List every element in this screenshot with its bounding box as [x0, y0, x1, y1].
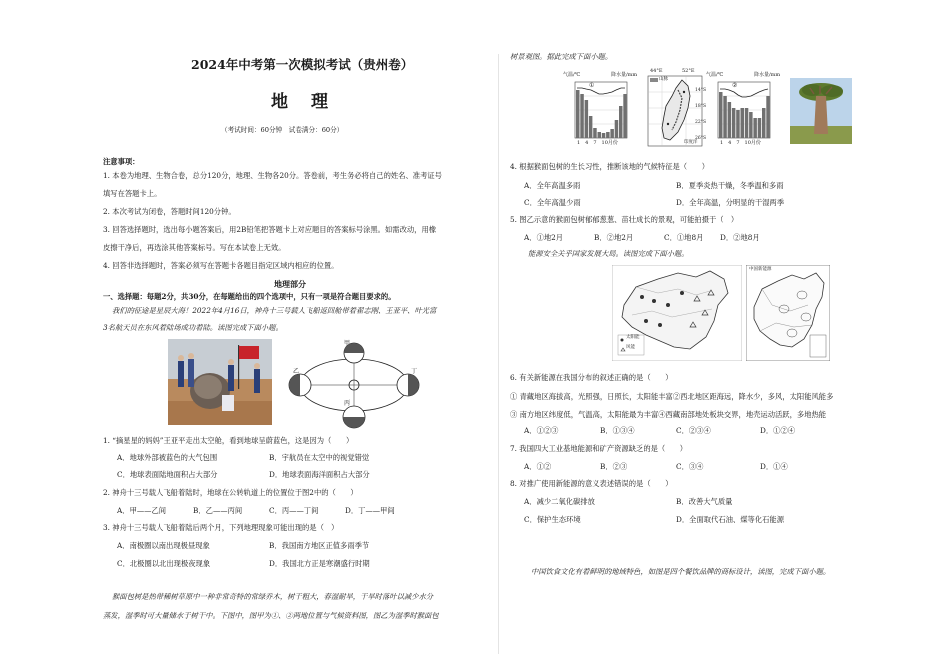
orbit-label-ding: 丁 — [411, 368, 418, 375]
intro-baobab-line3: 树景观图。据此完成下面小题。 — [510, 52, 613, 61]
q2-option-c: C．丙——丁间 — [269, 506, 319, 515]
capsule-landing-photo — [168, 339, 272, 425]
intro-space-line1: 我们的征途是星辰大海！2022年4月16日，神舟十三号载人飞船返回舱带着翟志刚、王亚平、叶光富 — [112, 306, 437, 315]
earth-orbit-diagram — [286, 339, 421, 431]
orbit-label-yi: 乙 — [293, 368, 300, 375]
q7-stem: 7. 我国四大工业基地能源和矿产资源缺乏的是（ ） — [510, 444, 688, 453]
notes-title: 注意事项： — [103, 157, 140, 166]
map-legend-wind: 风能 — [626, 345, 635, 350]
climate-chart-2 — [706, 72, 784, 150]
map-lon-52: 52°E — [682, 68, 695, 74]
chart2-months: 1 4 7 10月份 — [720, 140, 761, 146]
chart1-place: ① — [589, 82, 595, 89]
q2-option-b: B．乙——丙间 — [193, 506, 243, 515]
q6-statement-1: ① 青藏地区海拔高，光照强，日照长，太阳能丰富②西北地区距海远，降水少，多风，太阳能风能多 — [510, 392, 834, 401]
q5-option-b: B．②地2月 — [594, 233, 634, 242]
intro-baobab-line2: 蒸发，湿季时可大量储水于树干中。下图中，图甲为①、②两地位置与气候资料图，图乙为湿季时猴面包 — [103, 611, 439, 620]
chart1-months: 1 4 7 10月份 — [577, 140, 618, 146]
q1-option-a: A．地球外部被蓝色的大气包围 — [117, 453, 218, 462]
map-lat-14: 14°S — [695, 88, 707, 93]
q6-statement-2: ③ 南方地区纬度低，气温高，太阳能最为丰富④西藏南部地处板块交界，地壳运动活跃，多地热能 — [510, 410, 827, 419]
intro-food: 中国饮食文化有着鲜明的地域特色，如图是四个餐饮品牌的商标设计，读图，完成下面小题。 — [531, 567, 831, 576]
note-1a: 1. 本卷为地理、生物合卷，总分120分，地理、生物各20分。答卷前，考生务必将自己的姓名、准考证号 — [103, 171, 442, 180]
map-lat-18: 18°S — [695, 104, 707, 109]
q4-option-a: A．全年高温多雨 — [524, 181, 581, 190]
intro-space-line2: 3名航天员在东风着陆场成功着陆。读图完成下面小题。 — [103, 323, 283, 332]
q8-option-a: A．减少二氧化碳排放 — [524, 497, 595, 506]
chart1-axis-rain: 降水量/mm — [611, 72, 638, 78]
baobab-tree-photo — [790, 78, 852, 144]
q7-option-b: B．②③ — [600, 462, 628, 471]
orbit-label-jia: 甲 — [344, 340, 351, 347]
q3-option-a: A．南极圈以南出现极昼现象 — [117, 541, 210, 550]
q4-stem: 4. 根据猴面包树的生长习性，推断该地的气候特征是（ ） — [510, 162, 709, 171]
china-region-map — [746, 265, 830, 361]
q8-option-c: C．保护生态环境 — [524, 515, 581, 524]
q6-option-a: A．①②③ — [524, 426, 559, 435]
china-energy-map — [612, 265, 742, 361]
chart2-axis-rain: 降水量/mm — [754, 72, 781, 78]
note-4: 4. 回答非选择题时，答案必须写在答题卡各题目指定区域内相应的位置。 — [103, 261, 339, 270]
q5-option-a: A．①地2月 — [524, 233, 564, 242]
q3-stem: 3. 神舟十三号载人飞船着陆后两个月，下列地理现象可能出现的是（ ） — [103, 523, 339, 532]
q8-option-d: D．全面取代石油、煤等化石能源 — [676, 515, 785, 524]
q6-option-c: C．②③④ — [676, 426, 711, 435]
exam-time-info: （考试时间：60分钟 试卷满分：60分） — [221, 126, 344, 134]
map-legend-solar: 太阳能 — [626, 335, 640, 340]
chart2-axis-temp: 气温/℃ — [706, 72, 724, 78]
q6-stem: 6. 有关新能源在我国分布的叙述正确的是（ ） — [510, 373, 673, 382]
q3-option-b: B．我国南方地区正值多雨季节 — [269, 541, 370, 550]
q3-option-c: C．北极圈以北出现极夜现象 — [117, 559, 211, 568]
q4-option-d: D．全年高温，分明显的干湿两季 — [676, 198, 785, 207]
q5-option-c: C．①地8月 — [664, 233, 704, 242]
q2-option-a: A．甲——乙间 — [117, 506, 167, 515]
q1-option-c: C．地球表面陆地面积占大部分 — [117, 470, 218, 479]
map-inset-title: 中国新能源 — [749, 267, 772, 272]
q4-option-c: C．全年高温少雨 — [524, 198, 581, 207]
chart2-place: ② — [732, 82, 738, 89]
q1-option-b: B．宇航员在太空中的视觉错觉 — [269, 453, 370, 462]
q3-option-d: D．我国北方正是寒潮盛行时期 — [269, 559, 370, 568]
q8-option-b: B．改善大气质量 — [676, 497, 733, 506]
map-lat-26: 26°S — [695, 136, 707, 141]
q7-option-c: C．③④ — [676, 462, 704, 471]
orbit-label-bing: 丙 — [344, 400, 351, 407]
chart1-axis-temp: 气温/℃ — [563, 72, 581, 78]
note-2: 2. 本次考试为闭卷，答题时间120分钟。 — [103, 207, 236, 216]
note-3b: 皮擦干净后，再选涂其他答案标号。写在本试卷上无效。 — [103, 243, 286, 252]
q1-option-d: D．地球表面海洋面积占大部分 — [269, 470, 370, 479]
map-ocean-label: 印度洋 — [684, 140, 698, 145]
map-lat-22: 22°S — [695, 120, 707, 125]
map-lon-44: 44°E — [650, 68, 663, 74]
q6-option-d: D．①②④ — [760, 426, 796, 435]
q6-option-b: B．①③④ — [600, 426, 635, 435]
climate-chart-1 — [563, 72, 641, 150]
q5-option-d: D．②地8月 — [720, 233, 760, 242]
section-title: 地理部分 — [274, 279, 306, 289]
exam-title: 2024年中考第一次模拟考试（贵州卷） — [191, 57, 414, 72]
q2-option-d: D．丁——甲间 — [345, 506, 395, 515]
map-legend-mountain: 山脉 — [659, 77, 668, 82]
subject-title: 地 理 — [271, 92, 331, 112]
q5-stem: 5. 图乙示意的猴面包树郁郁葱葱、苗壮成长的景观，可能拍摄于（ ） — [510, 215, 739, 224]
q7-option-a: A．①② — [524, 462, 552, 471]
q1-stem: 1. “摘星星的妈妈”王亚平走出太空舱，看到地球呈蔚蓝色，这是因为（ ） — [103, 436, 354, 445]
q4-option-b: B．夏季炎热干燥，冬季温和多雨 — [676, 181, 784, 190]
note-1b: 填写在答题卡上。 — [103, 189, 162, 198]
q8-stem: 8. 对推广使用新能源的意义表述错误的是（ ） — [510, 479, 673, 488]
q2-stem: 2. 神舟十三号载人飞船着陆时，地球在公转轨道上的位置位于图2中的（ ） — [103, 488, 358, 497]
column-divider — [498, 54, 499, 654]
note-3a: 3. 回答选择题时，选出每小题答案后，用2B铅笔把答题卡上对应题目的答案标号涂黑。如需改动，用橡 — [103, 225, 437, 234]
section-instruction: 一、选择题：每题2分，共30分，在每题给出的四个选项中，只有一项是符合题目要求的。 — [103, 292, 396, 301]
intro-baobab-line1: 猴面包树是热带稀树草原中一种非常奇特的常绿乔木，树干粗大，春湿耐旱，干旱时落叶以减少水分 — [112, 592, 434, 601]
q7-option-d: D．①④ — [760, 462, 788, 471]
madagascar-location-map — [642, 68, 708, 150]
intro-energy: 能源安全关乎国家发展大局。读图完成下面小题。 — [528, 249, 689, 258]
